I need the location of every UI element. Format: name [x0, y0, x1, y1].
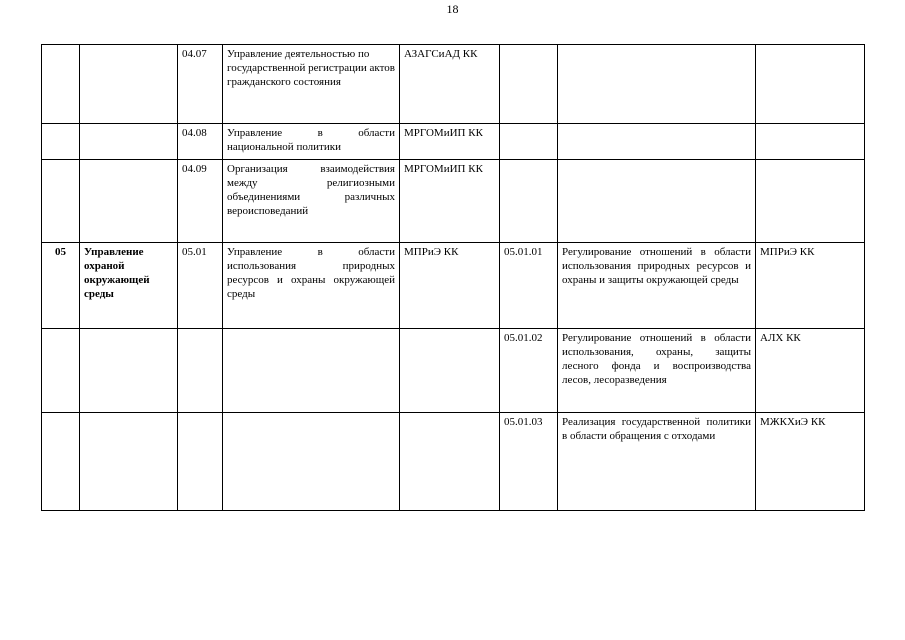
item-responsible-cell: МПРиЭ КК: [756, 243, 865, 329]
subsection-code-cell: [178, 413, 223, 511]
section-code-cell: [42, 124, 80, 160]
table-row: [42, 160, 865, 243]
item-responsible-cell: МЖКХиЭ КК: [756, 413, 865, 511]
page-number: 18: [446, 2, 459, 16]
subsection-code-cell: 05.01: [178, 243, 223, 329]
item-code-cell: 05.01.02: [500, 329, 558, 413]
item-name-cell: [558, 160, 756, 243]
subsection-code-cell: 04.07: [178, 45, 223, 124]
item-responsible-cell: [756, 124, 865, 160]
section-name-cell: [80, 124, 178, 160]
subsection-code-cell: 04.08: [178, 124, 223, 160]
subsection-responsible-cell: МПРиЭ КК: [400, 243, 500, 329]
structure-table: [41, 44, 865, 511]
item-name-cell: [558, 124, 756, 160]
subsection-name-cell: [223, 329, 400, 413]
section-name-cell: [80, 413, 178, 511]
item-name-cell: [558, 45, 756, 124]
item-code-cell: [500, 160, 558, 243]
item-responsible-cell: АЛХ КК: [756, 329, 865, 413]
item-code-cell: 05.01.01: [500, 243, 558, 329]
subsection-name-cell: Организация взаимодействия между религиозными объединениями различных вероисповеданий: [223, 160, 400, 243]
item-responsible-cell: [756, 160, 865, 243]
subsection-responsible-cell: [400, 413, 500, 511]
subsection-name-cell: Управление деятельностью по государственной регистрации актов гражданского состояния: [223, 45, 400, 124]
section-code-cell: 05: [42, 243, 80, 329]
item-responsible-cell: [756, 45, 865, 124]
subsection-responsible-cell: МРГОМиИП КК: [400, 124, 500, 160]
table-row: [42, 413, 865, 511]
section-code-cell: [42, 160, 80, 243]
item-code-cell: [500, 124, 558, 160]
section-name-cell: [80, 329, 178, 413]
section-name-cell: Управление охраной окружающей среды: [80, 243, 178, 329]
item-name-cell: Регулирование отношений в области использования, охраны, защиты лесного фонда и воспроизводства лесов, лесоразведения: [558, 329, 756, 413]
table-row: [42, 45, 865, 124]
item-code-cell: [500, 45, 558, 124]
subsection-responsible-cell: АЗАГСиАД КК: [400, 45, 500, 124]
subsection-name-cell: Управление в области национальной политики: [223, 124, 400, 160]
section-code-cell: [42, 45, 80, 124]
table-row: [42, 243, 865, 329]
subsection-code-cell: [178, 329, 223, 413]
subsection-name-cell: Управление в области использования природных ресурсов и охраны окружающей среды: [223, 243, 400, 329]
table-row: [42, 329, 865, 413]
section-name-cell: [80, 160, 178, 243]
subsection-responsible-cell: [400, 329, 500, 413]
section-code-cell: [42, 413, 80, 511]
subsection-responsible-cell: МРГОМиИП КК: [400, 160, 500, 243]
section-name-cell: [80, 45, 178, 124]
item-name-cell: Реализация государственной политики в области обращения с отходами: [558, 413, 756, 511]
section-code-cell: [42, 329, 80, 413]
item-name-cell: Регулирование отношений в области использования природных ресурсов и охраны и защиты окружающей среды: [558, 243, 756, 329]
item-code-cell: 05.01.03: [500, 413, 558, 511]
subsection-name-cell: [223, 413, 400, 511]
subsection-code-cell: 04.09: [178, 160, 223, 243]
table-row: [42, 124, 865, 160]
